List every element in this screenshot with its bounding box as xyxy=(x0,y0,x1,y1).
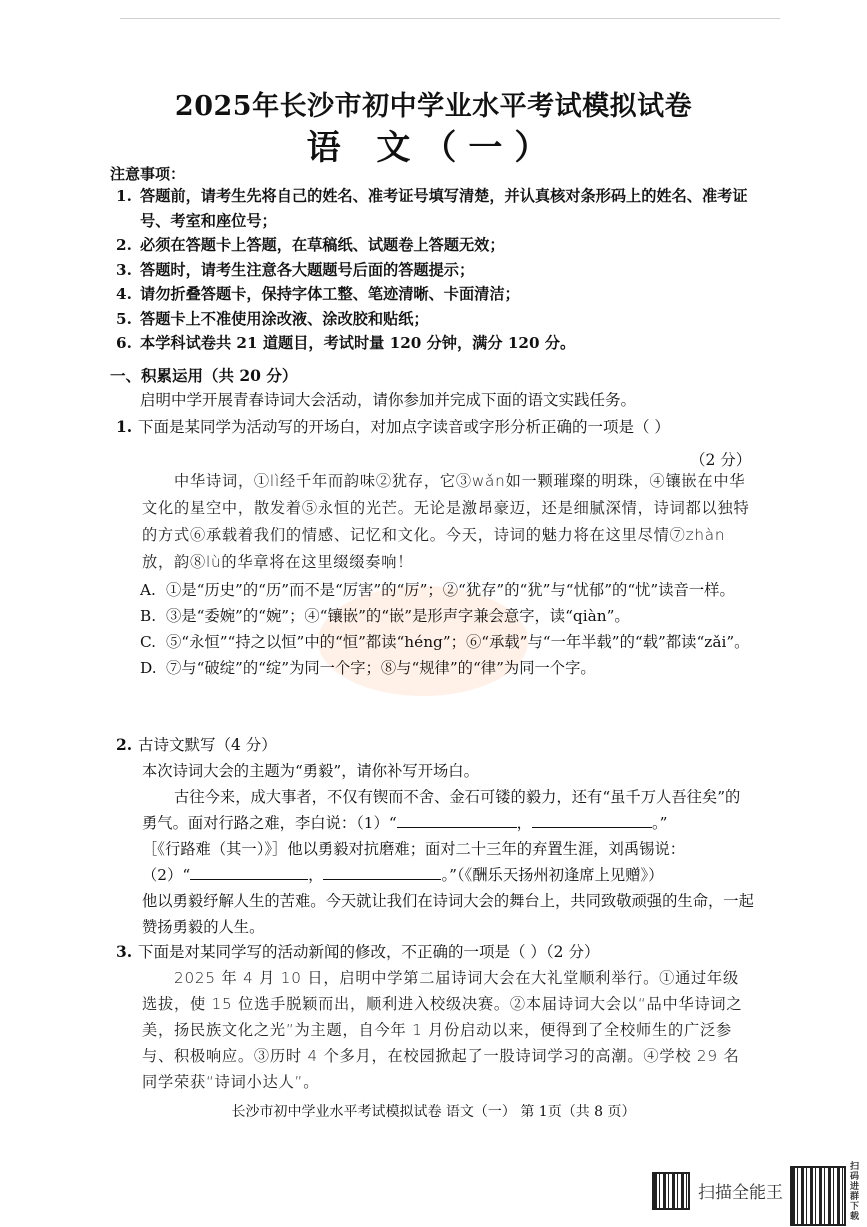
question-3-stem: 3. 下面是对某同学写的活动新闻的修改，不正确的一项是（ ）（2 分） xyxy=(116,942,600,961)
scanner-label: 扫描全能王 xyxy=(698,1183,783,1203)
qr-code-icon xyxy=(652,1172,690,1210)
vertical-caption: 扫码进群下载 xyxy=(850,1162,860,1222)
question-2-stem: 2. 古诗文默写（4 分） xyxy=(116,735,277,754)
option-a: A. ①是“历史”的“历”而不是“厉害”的“厉”；②“犹存”的“犹”与“忧郁”的“忧”读音一样。 xyxy=(140,581,735,599)
notice-item: 4. 请勿折叠答题卡，保持字体工整、笔迹清晰、卡面清洁； xyxy=(116,285,520,303)
notice-item: 6. 本学科试卷共 21 道题目，考试时量 120 分钟，满分 120 分。 xyxy=(116,334,576,352)
notice-item: 1. 答题前，请考生先将自己的姓名、准考证号填写清楚，并认真核对条形码上的姓名、准考证号、考室和座位号； xyxy=(116,187,748,230)
notice-heading: 注意事项： xyxy=(110,165,186,183)
section-heading: 一、积累运用（共 20 分） xyxy=(110,366,298,385)
question-2-body xyxy=(142,758,754,940)
q2-line-blank2: （2）“ ， 。”（《酬乐天扬州初逢席上见赠》） xyxy=(142,862,754,888)
q2-para-end: 他以勇毅纾解人生的苦难。今天就让我们在诗词大会的舞台上，共同致敬顽强的生命，一起赞扬勇毅的人生。 xyxy=(142,892,754,936)
q2-para: 古往今来，成大事者，不仅有锲而不舍、金石可镂的毅力，还有“虽千万人吾往矣”的勇气。面对行路之难，李白说：（1）“ ， 。” xyxy=(142,788,741,832)
subject-title: 语 文（一） xyxy=(306,128,561,168)
qr-code-icon xyxy=(790,1166,846,1226)
notice-item: 2. 必须在答题卡上答题，在草稿纸、试题卷上答题无效； xyxy=(116,236,505,254)
question-1-points: （2 分） xyxy=(690,451,752,469)
blank-2a[interactable] xyxy=(190,862,308,880)
exam-title: 2025年长沙市初中学业水平考试模拟试卷 xyxy=(174,91,693,122)
q2-line1: 本次诗词大会的主题为“勇毅”，请你补写开场白。 xyxy=(142,762,479,780)
question-1-options xyxy=(140,578,755,682)
q2-para-cont: ［《行路难（其一）》］他以勇毅对抗磨难；面对二十三年的弃置生涯，刘禹锡说： xyxy=(142,840,686,858)
option-d: D. ⑦与“破绽”的“绽”为同一个字；⑧与“规律”的“律”为同一个字。 xyxy=(140,659,596,677)
option-b: B. ③是“委婉”的“婉”；④“镶嵌”的“嵌”是形声字兼会意字，读“qiàn”。 xyxy=(140,607,630,625)
section-intro: 启明中学开展青春诗词大会活动，请你参加并完成下面的语文实践任务。 xyxy=(140,391,637,409)
blank-1a[interactable] xyxy=(397,810,517,828)
blank-2b[interactable] xyxy=(323,862,441,880)
question-3-passage: 2025 年 4 月 10 日，启明中学第二届诗词大会在大礼堂顺利举行。①通过年级选拔，使 15 位选手脱颖而出，顺利进入校级决赛。②本届诗词大会以“品中华诗词之美，扬民族文化之光”为主题，自今年 1 月份启动以来，便得到了全校师生的广泛参与、积极响应。③历时 4 个多月，在校园掀起了一股诗词学习的高潮。④学校 29 名同学荣获“诗词小达人”。 xyxy=(142,969,743,1091)
question-1-stem: 1. 下面是某同学为活动写的开场白，对加点字读音或字形分析正确的一项是（ ） xyxy=(116,417,670,436)
page-footer: 长沙市初中学业水平考试模拟试卷 语文（一） 第 1页（共 8 页） xyxy=(231,1104,636,1120)
top-rule xyxy=(120,18,780,19)
option-c: C. ⑤“永恒”“持之以恒”中的“恒”都读“héng”；⑥“承载”与“一年半载”的“载”都读“zǎi”。 xyxy=(140,633,750,651)
notice-item: 5. 答题卡上不准使用涂改液、涂改胶和贴纸； xyxy=(116,309,429,328)
question-1-passage: 中华诗词，①lì经千年而韵味②犹存，它③wǎn如一颗璀璨的明珠，④镶嵌在中华文化的星空中，散发着⑤永恒的光芒。无论是激昂豪迈，还是细腻深情，诗词都以独特的方式⑥承载着我们的情感、记忆和文化。今天，诗词的魅力将在这里尽情⑦zhàn放，韵⑧lù的华章将在这里缀缀奏响！ xyxy=(142,472,750,571)
blank-1b[interactable] xyxy=(532,810,652,828)
notice-list xyxy=(116,184,766,356)
notice-item: 3. 答题时，请考生注意各大题题号后面的答题提示； xyxy=(116,260,475,279)
